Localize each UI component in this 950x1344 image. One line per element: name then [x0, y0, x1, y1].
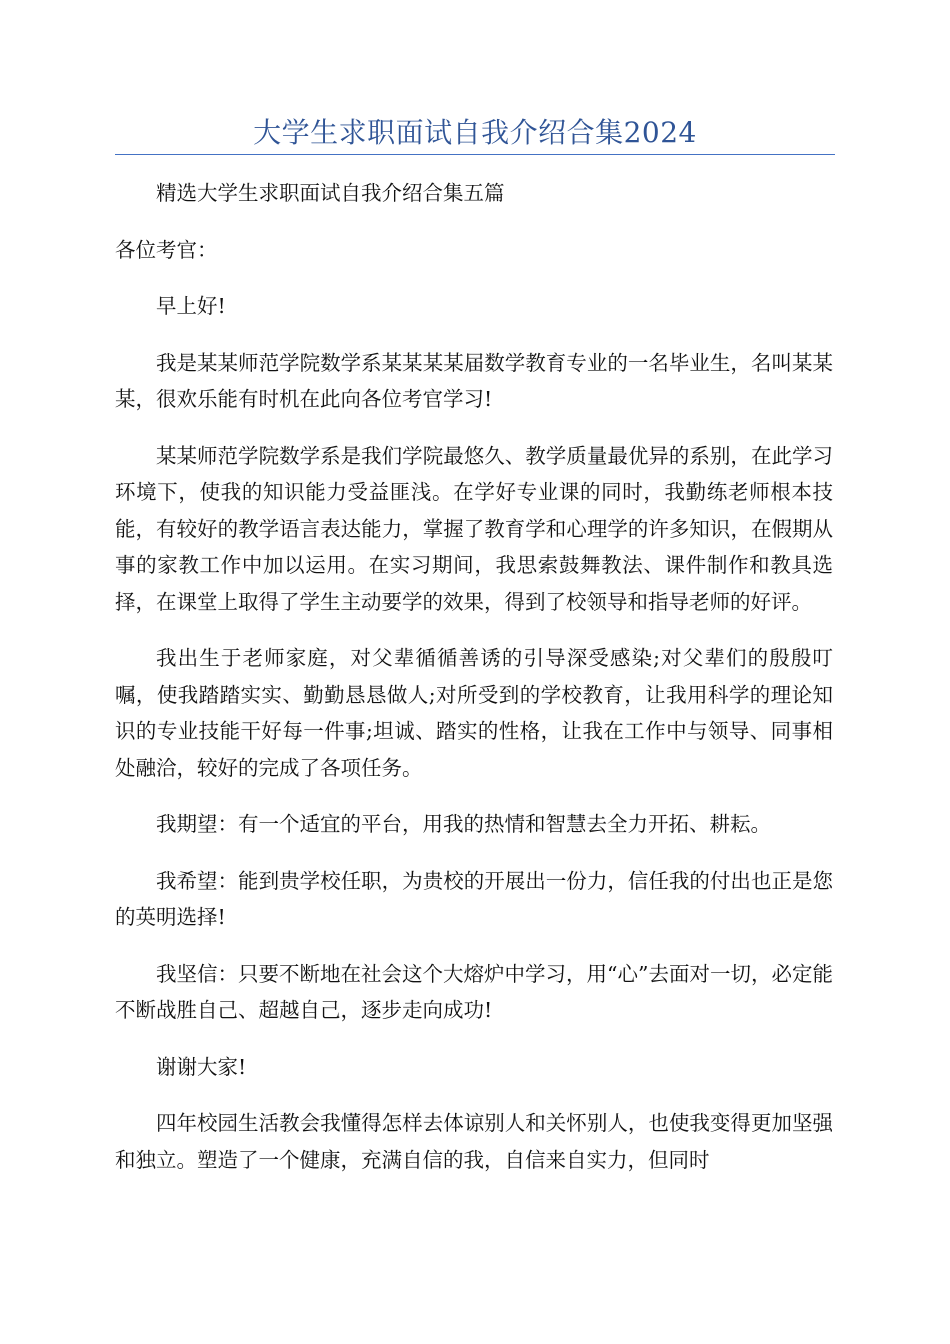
body-paragraph: 某某师范学院数学系是我们学院最悠久、教学质量最优异的系别，在此学习环境下，使我的知识能力受益匪浅。在学好专业课的同时，我勤练老师根本技能，有较好的教学语言表达能力，掌握了教育学和心理学的许多知识，在假期从事的家教工作中加以运用。在实习期间，我思索鼓舞教法、课件制作和教具选择，在课堂上取得了学生主动要学的效果，得到了校领导和指导老师的好评。: [115, 443, 833, 614]
document-body: [115, 175, 833, 1198]
body-paragraph: 我希望：能到贵学校任职，为贵校的开展出一份力，信任我的付出也正是您的英明选择!: [115, 868, 833, 929]
greeting-paragraph: 早上好!: [156, 294, 226, 318]
title-underline: [115, 154, 835, 155]
body-paragraph: 我坚信：只要不断地在社会这个大熔炉中学习，用“心”去面对一切，必定能不断战胜自己、超越自己，逐步走向成功!: [115, 961, 833, 1022]
subtitle-paragraph: 精选大学生求职面试自我介绍合集五篇: [156, 181, 505, 205]
closing-paragraph: 谢谢大家!: [156, 1054, 247, 1079]
body-paragraph: 四年校园生活教会我懂得怎样去体谅别人和关怀别人，也使我变得更加坚强和独立。塑造了一个健康，充满自信的我，自信来自实力，但同时: [115, 1111, 833, 1172]
body-paragraph: 我期望：有一个适宜的平台，用我的热情和智慧去全力开拓、耕耘。: [156, 812, 771, 836]
body-paragraph: 我是某某师范学院数学系某某某某届数学教育专业的一名毕业生，名叫某某某，很欢乐能有时机在此向各位考官学习!: [115, 350, 833, 411]
document-title: 大学生求职面试自我介绍合集2024: [253, 116, 697, 149]
salutation-paragraph: 各位考官：: [115, 237, 218, 262]
body-paragraph: 我出生于老师家庭，对父辈循循善诱的引导深受感染;对父辈们的殷殷叮嘱，使我踏踏实实、勤勤恳恳做人;对所受到的学校教育，让我用科学的理论知识的专业技能干好每一件事;坦诚、踏实的性格，让我在工作中与领导、同事相处融洽，较好的完成了各项任务。: [115, 646, 833, 780]
